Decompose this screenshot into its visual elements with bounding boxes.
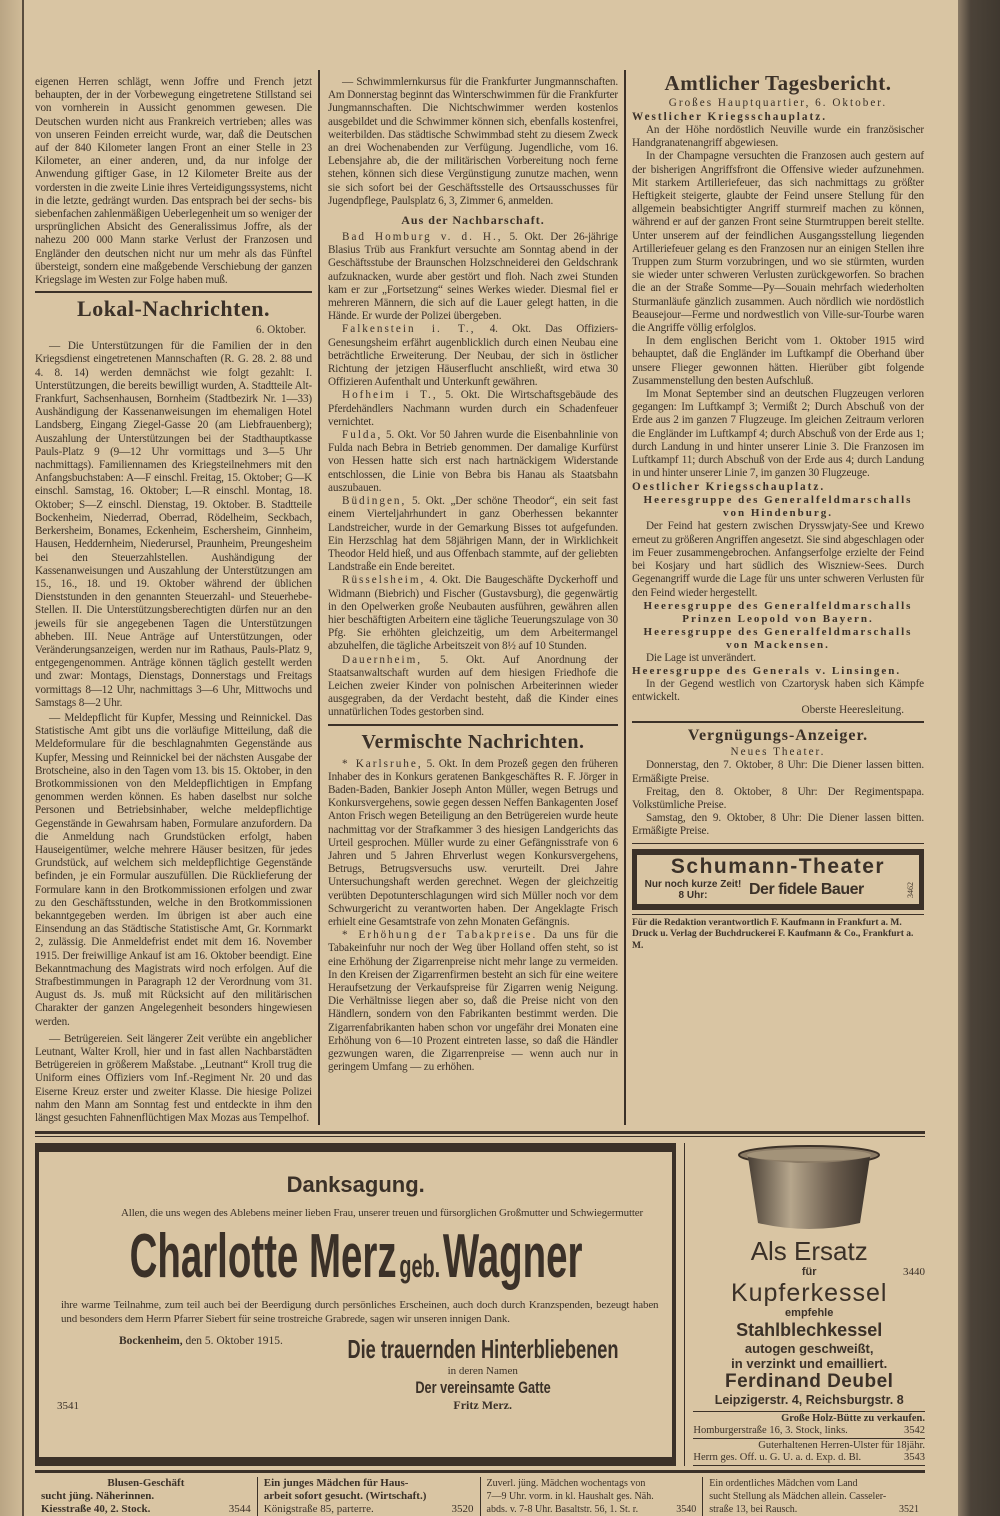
report-paragraph: Die Lage ist unverändert. <box>646 651 756 664</box>
notice-intro: Allen, die uns wegen des Ablebens meiner lieben Frau, unserer treuen und fürsorglichen Großmutter und Schwiegermutter <box>121 1207 644 1220</box>
news-columns <box>35 70 925 1125</box>
notice-footer <box>39 1334 672 1413</box>
report-paragraph: Der Feind hat gestern zwischen Drysswjaty-See und Krewo erneut zu größeren Angriffen angesetzt. Sie sind abgeschlagen oder im Feuer zusammengebrochen. Anfangserfolge erzielte der Feind bei Kosjary und hart südlich des Wiszniew-Sees. Durch Gegenangriff wurde die Lage für uns unter schweren Verlusten für den Feind wieder hergestellt. <box>632 520 924 599</box>
ad-note: Nur noch kurze Zeit! <box>644 878 742 890</box>
report-paragraph: In dem englischen Bericht vom 1. Oktober 1915 wird behauptet, daß die Engländer im Luftkampf die Oberhand über unsere Flieger gewonnen hätten. Hierüber gibt folgende Zusammenstellung den besten Aufschluß. <box>632 335 924 387</box>
army-group: Heeresgruppe des Generals v. Linsingen. <box>632 664 902 677</box>
right-column <box>624 70 924 1125</box>
classified-ads <box>35 1470 925 1516</box>
section-heading: Vermischte Nachrichten. <box>361 730 585 753</box>
army-group: Heeresgruppe des Generalfeldmarschalls von Hindenburg. <box>643 494 913 520</box>
ad-firm: Ferdinand Deubel <box>724 1371 894 1393</box>
section-rule <box>35 291 312 293</box>
ad-address: Leipzigerstr. 4, Reichsburgstr. 8 <box>714 1393 904 1408</box>
news-place: * Erhöhung der Tabakpreise. <box>342 929 538 942</box>
report-paragraph: An der Höhe nordöstlich Neuville wurde ein französischer Handgranatenangriff abgewiesen. <box>632 124 924 150</box>
show-listing: Freitag, den 8. Oktober, 8 Uhr: Der Regimentspapa. Volkstümliche Preise. <box>632 785 924 811</box>
left-column <box>35 70 318 1125</box>
article-paragraph: — Betrügereien. Seit längerer Zeit verübte ein angeblicher Leutnant, Walter Kroll, hier und in fast allen Nachbarstädten Betrügereien in größerem Maßstabe. „Leutnant“ Kroll trug die Uniform eines Offiziers vom Inf.-Regiment Nr. 20 und das Eiserne Kreuz erster und zweiter Klasse. Die hiesige Polizei nahm den Mann am Sonntag fest und entdeckte in ihm den längst gesuchten Fahnenflüchtigen Max Mozas aus Tempelhof. <box>35 1032 312 1125</box>
signer: Fritz Merz. <box>453 1398 513 1413</box>
news-text: 5. Okt. In dem Prozeß gegen den früheren Inhaber des in Konkurs geratenen Bankgeschäftes R. F. Jörger in Baden-Baden, Bankier Joseph Anton Müller, wegen Betrugs und Konkursvergehens, sowie gegen dessen Neffen Bankagenten Josef Anton Frisch wegen Beteiligung an den Betrügereien wurde heute nachmittag vor der Strafkammer 3 des hiesigen Landgerichts das Urteil gesprochen. Müller wurde zu einer Gefängnisstrafe von 6 Jahren und 5 Jahren Ehrverlust wegen Konkursvergehens, Betrugs, Betrugsversuchs usw. verurteilt. Drei Jahre Untersuchungshaft werden gerechnet. Wegen der gleichzeitig verübten Depotunterschlagungen wird sich Müller noch vor dem Schwurgericht zu verantworten haben. Der Angeklagte Frisch erhielt eine Gesamtstrafe von zehn Monaten Gefängnis. <box>328 757 618 928</box>
notice-dateline: Bockenheim, den 5. Oktober 1915. <box>119 1335 283 1348</box>
notice-title: Danksagung. <box>286 1172 425 1198</box>
show-listing: Samstag, den 9. Oktober, 8 Uhr: Die Diener lassen bitten. Ermäßigte Preise. <box>632 812 924 838</box>
imprint <box>632 918 924 953</box>
section-heading: Aus der Nachbarschaft. <box>401 213 545 228</box>
ad-text: empfehle <box>785 1307 834 1320</box>
ad-time: 8 Uhr: <box>678 889 708 901</box>
section-rule <box>632 721 924 723</box>
theater-name: Neues Theater. <box>730 746 826 759</box>
newspaper-page <box>35 0 925 1516</box>
ad-headline: Als Ersatz <box>750 1236 868 1267</box>
news-text: 5. Okt. „Der schöne Theodor“, ein seit fast einem Vierteljahrhundert in ganz Oberhessen bekannter Landstreicher, wurde in der Gemarkung Bisses tot aufgefunden. Ein Herzschlag hat dem 58jährigen Mann, der in Wirklichkeit Theodor Held hieß, und aus Offenbach stammte, auf der geliebten Landstraße ein Ende bereitet. <box>328 495 618 574</box>
spouse: Der vereinsamte Gatte <box>415 1378 551 1398</box>
news-place: Dauernheim, <box>342 653 423 666</box>
news-text: 5. Okt. Der 26-jährige Blasius Trüb aus Frankfurt versuchte am Sonntag abend in der Geschäftsstube der Braunschen Holzschneiderei den Geldschrank aufzuknacken, wurde aber gestört und floh. Nach zwei Stunden kam er zur „Fortsetzung“ seines Werkes wieder. Diesmal fiel er mehreren Männern, die sich auf die Lauer gelegt hatten, in die Hände. Er wurde der Polizei übergeben. <box>328 231 618 323</box>
danksagung-notice <box>35 1143 676 1466</box>
ad-number: 3440 <box>903 1266 925 1279</box>
subheading: Westlicher Kriegsschauplatz. <box>632 111 828 123</box>
ad-text: für <box>801 1266 817 1279</box>
small-ad: Guterhaltenen Herren-Ulster für 18jähr. Herrn ges. Off. u. G. U. a. d. Exp. d. Bl. 3543 <box>693 1438 925 1466</box>
dateline: Großes Hauptquartier, 6. Oktober. <box>668 97 888 109</box>
news-place: Büdingen, <box>342 495 407 508</box>
small-ads <box>693 1411 925 1466</box>
section-rule <box>35 1136 925 1137</box>
ad-number: 3541 <box>57 1400 79 1413</box>
notice-signature <box>307 1334 658 1413</box>
news-text: 4. Okt. Die Baugeschäfte Dyckerhoff und Widmann (Biebrich) und Fischer (Gustavsburg), die gegenwärtig in den Opelwerken große Neubauten ausführen, gewähren allen hier beschäftigten Arbeitern eine tägliche Teuerungszulage von 30 Pfg. Sie erhöhten gleichzeitig, um dem Arbeitermangel abzuhelfen, die tägliche Arbeitszeit von 8½ auf 10 Stunden. <box>328 574 618 653</box>
news-item <box>328 429 618 495</box>
ad-headline: Kupferkessel <box>730 1279 888 1308</box>
article-paragraph: — Meldepflicht für Kupfer, Messing und Reinnickel. Das Statistische Amt gibt uns die vorläufige Mitteilung, daß die Meldeformulare für die beschlagnahmten Gegenstände aus Kupfer, Messing und Reinnickel bei der nächsten Ausgabe der Brotscheine, also in den Tagen vom 13. bis 15. Oktober, in den Brotkommissionen von den Meldepflichtigen in Empfang genommen werden können. Es haben daselbst nur solche Personen und Betriebsinhaber, welche meldepflichtige Gegenstände in Gewahrsam haben, Formulare anzufordern. Da die Anmeldung nach Grundstücken erfolgt, haben Hauseigentümer, welche mehrere Häuser besitzen, für jedes Grundstück, auf welchem sich meldepflichtige Gegenstände befinden, je ein Formular auszufüllen. Die Rücklieferung der Formulare kann in den Brotkommissionen erfolgen und zwar zu den Geschäftsstunden, welche in den Brotkommissionen bekanntgegeben werden. Im übrigen ist aber auch eine Einsendung an das Städtische Statistische Amt, Gr. Kornmarkt 2, zulässig. Die Anmeldefrist endet mit dem 16. November 1915. Der freiwillige Ankauf ist am 16. Oktober beendigt. Eine Bekanntmachung des Magistrats wird noch erfolgen. Auf die Strafbestimmungen in Paragraph 12 der Verordnung vom 31. August ds. Js. muß mit Rücksicht auf den militärischen Charakter der ganzen Angelegenheit besonders hingewiesen werden. <box>35 711 312 1028</box>
classified-ad: Ein junges Mädchen für Haus- arbeit sofort gesucht. (Wirtschaft.) Königstraße 85, parterre. 3520 <box>258 1477 481 1516</box>
section-rule <box>632 914 924 915</box>
news-item <box>328 929 618 1074</box>
middle-column <box>318 70 624 1125</box>
section-rule <box>632 843 924 844</box>
article-continuation <box>35 70 312 287</box>
kupferkessel-ad <box>684 1143 925 1466</box>
news-text: Da uns für die Tabakeinfuhr nur noch der Weg über Holland offen steht, so ist eine Erhöhung der Zigarrenpreise nicht mehr lange zu vermeiden. In den Kreisen der Zigarrenfirmen besteht an sich für eine weitere Heraufsetzung der Verkaufspreise für Zigarren wenig Neigung. Die Verhältnisse liegen aber so, daß die Preise nicht von den Händlern, sondern von den Fabrikanten bestimmt werden. Die Zigarrenfabrikanten haben schon vor ungefähr drei Monaten eine Erhöhung von 6—10 Prozent eintreten lasse, so daß die Händler gezwungen waren, die Zigarrenpreise — wenn auch nur in geringem Umfang — zu erhöhen. <box>328 929 618 1074</box>
schumann-theater-ad <box>632 849 924 910</box>
article-paragraph: — Schwimmlernkursus für die Frankfurter Jungmannschaften. Am Donnerstag beginnt das Winterschwimmen für die Frankfurter Jungmannschaften. Die Nichtschwimmer werden kostenlos ausgebildet und die Schwimmer können sich, ebenfalls kostenfrei, weiterbilden. Das städtische Schwimmbad steht zu diesem Zweck an drei Wochenabenden zur Verfügung. Jugendliche, vom 16. Lebensjahre ab, die der militärischen Vorbereitung noch ferne stehen, können sich diese Vergünstigung zunutze machen, wenn sie sich sofort bei der Geschäftsstelle des Ortsausschusses für Jugendpflege, Paulsplatz 6, 3, Zimmer 6, anmelden. <box>328 76 618 207</box>
news-text: 5. Okt. Auf Anordnung der Staatsanwaltschaft wurden auf dem hiesigen Friedhofe die Leichen zweier Kinder von polnischen Arbeiterinnen wieder ausgegraben, da der Verdacht besteht, daß die Kinder eines unnatürlichen Todes gestorben sind. <box>328 653 618 719</box>
book-binding <box>958 0 1000 1516</box>
name-first: Charlotte Merz <box>129 1222 397 1292</box>
lokal-nachrichten-section <box>35 296 312 1125</box>
report-paragraph: In der Champagne versuchten die Franzosen auch gestern auf der bisherigen Angriffsfront die Offensive wieder aufzunehmen. Mit starkem Artilleriefeuer, das sich nachmittags zu größter Heftigkeit steigerte, glaubte der Feind unsere Stellung für den allgemein beabsichtigter Angriff sturmreif machen zu können, während er auf der ganzen Front seine Sturmtruppen bereit stellte. Unter unserem auf der feindlichen Ausgangsstellung liegenden Artilleriefeuer gelang es den Franzosen nur an einigen Stellen ihre Truppen zum Sturm vorzubringen, und wo sie stürmten, wurden sie wieder unter schweren Verlusten zurückgeworfen. So brachen die an der Straße Somme—Py—Souain mehrfach wiederholten Sturmanläufe gänzlich zusammen. Auch nördlich wie nordöstlich Beausejour—Ferme und nordwestlich von Ville-sur-Tourbe waren die Angriffe völlig erfolglos. <box>632 150 924 335</box>
advertisements <box>35 1143 925 1466</box>
news-item <box>328 654 618 720</box>
army-group: Heeresgruppe des Generalfeldmarschalls Prinzen Leopold von Bayern. <box>643 599 913 625</box>
imprint-line: Druck u. Verlag der Buchdruckerei F. Kaufmann & Co., Frankfurt a. M. <box>632 929 914 951</box>
news-item <box>328 495 618 574</box>
ad-headline: Stahlblechkessel <box>736 1320 883 1341</box>
name-geb: geb. <box>399 1248 440 1285</box>
news-place: Fulda, <box>342 429 383 442</box>
section-heading: Lokal-Nachrichten. <box>77 296 270 322</box>
report-paragraph: Im Monat September sind an deutschen Flugzeugen verloren gegangen: Im Luftkampf 3; Vermißt 2; Durch Abschuß von der Erde aus 2 im ganzen 7 Flugzeuge. Im gleichen Zeitraum verloren die Engländer im Luftkampf 4; durch Abschuß von der Erde aus 1; durch Landung in und hinter unserer Linie 3. Die Franzosen im Luftkampf 11; durch Abschuß von der Erde aus 4; durch Landung in und hinter unserer Linie 7, im ganzen 30 Flugzeuge. <box>632 388 924 480</box>
ad-title: Schumann-Theater <box>670 854 886 878</box>
news-text: 4. Okt. Das Offiziers-Genesungsheim erfährt augenblicklich durch einen Neubau eine beträchtliche Erweiterung. Der Neubau, der sich in östlicher Richtung der jetzigen Häuserflucht anschließt, wird etwa 30 Offizieren Aufenthalt und Unterkunft gewähren. <box>328 323 618 389</box>
section-heading: Amtlicher Tagesbericht. <box>664 71 892 95</box>
ad-text: autogen geschweißt, <box>744 1341 874 1357</box>
entertainment-listings <box>632 726 924 838</box>
kettle-illustration <box>734 1143 884 1233</box>
classified-ad: Ein ordentliches Mädchen vom Land sucht Stellung als Mädchen allein. Casseler- straße 13, bei Rausch. 3521 <box>709 1478 919 1516</box>
ad-text: in verzinkt und emailliert. <box>731 1356 888 1372</box>
news-place: * Karlsruhe, <box>342 757 423 770</box>
ad-play: Der fidele Bauer <box>749 880 864 898</box>
news-place: Bad Homburg v. d. H., <box>342 231 503 244</box>
section-rule <box>35 1131 925 1134</box>
news-place: Falkenstein i. T., <box>342 323 476 336</box>
small-ad: Große Holz-Bütte zu verkaufen. Homburgerstraße 16, 3. Stock, links. 3542 <box>693 1413 925 1437</box>
article-text: eigenen Herren schlägt, wenn Joffre und French jetzt behaupten, der in der Vorbewegung eingetretene Stillstand sei von vornherein in Aussicht genommen gewesen. Die Deutschen wurden nicht aus Frankreich vertrieben; alles was von unseren Feinden erreicht wurde, war, daß die Deutschen auf der 840 Kilometer langen Front an einer Stelle in 23 Kilometer, an einer anderen, und, da nur infolge der Anwendung giftiger Gase, in 12 Kilometer Breite aus der vordersten in die zweite Linie ihres Verteidigungssystems, nicht in die letzte, gedrängt wurden. Das entsprach bei der sechs- bis siebenfachen zahlenmäßigen Ueberlegenheit um so weniger der ursprünglichen Absicht des Generalissimus Joffre, als der nahezu 200 000 Mann starke Verlust der Franzosen und Engländer den deutschen nicht nur um mehr als das Fünftel übersteigt, sondern eine maßgebende Verschiebung der ganzen Kriegslage im Westen zur Folge haben muß. <box>35 76 312 287</box>
report-paragraph: In der Gegend westlich von Czartorysk haben sich Kämpfe entwickelt. <box>632 677 924 704</box>
section-heading: Vergnügungs-Anzeiger. <box>687 727 869 745</box>
news-text: 5. Okt. Vor 50 Jahren wurde die Eisenbahnlinie von Fulda nach Bebra in Betrieb genommen. Der damalige Kurfürst von Hessen hatte sich erst nach hartnäckigem Widerstande entschlossen, die Linie von Bebra bis Hanau als Staatsbahn auszubauen. <box>328 429 618 494</box>
show-listing: Donnerstag, den 7. Oktober, 8 Uhr: Die Diener lassen bitten. Ermäßigte Preise. <box>632 759 924 785</box>
classified-ad: Blusen-Geschäft sucht jüng. Näherinnen. Kiesstraße 40, 2. Stock. 3544 <box>35 1477 258 1516</box>
news-text: 5. Okt. Die Wirtschaftsgebäude des Pferdehändlers Nachmann wurden durch ein Schadenfeuer vernichtet. <box>328 389 618 428</box>
news-item <box>328 231 618 323</box>
news-item <box>328 574 618 653</box>
report-signature: Oberste Heeresleitung. <box>801 704 904 717</box>
page-left-edge <box>0 0 24 1516</box>
subheading: Oestlicher Kriegsschauplatz. <box>632 481 826 494</box>
news-item <box>328 389 618 429</box>
section-date: 6. Oktober. <box>255 324 306 337</box>
imprint-line: Für die Redaktion verantwortlich F. Kaufmann in Frankfurt a. M. <box>632 917 902 928</box>
news-place: Hofheim i T., <box>342 389 438 402</box>
notice-body: ihre warme Teilnahme, zum teil auch bei der Beerdigung durch persönliches Erscheinen, auch doch durch Kranzspenden, bezeugt haben und besonders dem Herrn Pfarrer Siebert für seine trostreiche Grabrede, sagen wir unseren innigen Dank. <box>61 1299 659 1326</box>
news-place: Rüsselsheim, <box>342 574 426 587</box>
news-item <box>328 323 618 389</box>
article-paragraph: — Die Unterstützungen für die Familien der in den Kriegsdienst eingetretenen Mannschaften (R. G. 28. 2. 88 und 4. 8. 14) werden demnächst wie folgt gezahlt: I. Unterstützungen, die bereits bewilligt wurden, A. Stadtteile Alt-Frankfurt, Sachsenhausen, Bornheim (Stadtbezirk Nr. 1—33) Aushändigung der Kassenanweisungen im ehemaligen Hotel Landsberg, Eingang Ziegel-Gasse 20 (am Liebfrauenberg); Auszahlung der Unterstützungen bei der Stadthauptkasse Pauls-Platz 9 (9—12 Uhr vormittags und 3—5 Uhr nachmittags). Familiennamen des Kriegsteilnehmers mit den Anfangsbuchstaben: A—F einschl. Freitag, 15. Oktober; G—K einschl. Samstag, 16. Oktober; L—R einschl. Montag, 18. Oktober; S—Z einschl. Dienstag, 19. Oktober. B. Stadtteile Bockenheim, Niederrad, Oberrad, Rödelheim, Seckbach, Berkersheim, Bonames, Eckenheim, Eschersheim, Ginnheim, Hausen, Heddernheim, Niederursel, Praunheim, Preungesheim bei den Steuerzahlstellen. Aushändigung der Kassenanweisungen und Auszahlung der Unterstützungen am 15., 16., 18. und 19. Oktober während der üblichen Dienststunden in den genannten Steuerzahl- und Steuerhebe-Stellen. II. Die Unterstützungsberechtigten dürfen nur an den jeweils für sie angegebenen Tagen die Unterstützungen abheben. III. Neue Anträge auf Unterstützungen, oder Veränderungsanzeigen, werden nur im Rathaus, Pauls-Platz 9, entgegengenommen. Anträge können täglich gestellt werden und zwar: Montags, Dienstags, Donnerstags und Freitags vormittags 8—12 Uhr, nachmittags 3—6 Uhr, Mittwochs und Samstags 8—2 Uhr. <box>35 340 312 709</box>
name-maiden: Wagner <box>442 1222 583 1292</box>
mourners: Die trauernden Hinterbliebenen <box>347 1334 619 1365</box>
army-group: Heeresgruppe des Generalfeldmarschalls von Mackensen. <box>643 625 913 651</box>
classified-ad: Zuverl. jüng. Mädchen wochentags von 7—9 Uhr. vorm. in kl. Haushalt ges. Näh. abds. v. 7-8 Uhr. Basaltstr. 56, 1. St. r. 3540 <box>481 1477 704 1516</box>
ad-number: 3462 <box>906 881 915 898</box>
news-item <box>328 758 618 930</box>
in-name: in deren Namen <box>447 1365 518 1378</box>
deceased-name <box>39 1224 672 1290</box>
section-rule <box>328 724 618 726</box>
